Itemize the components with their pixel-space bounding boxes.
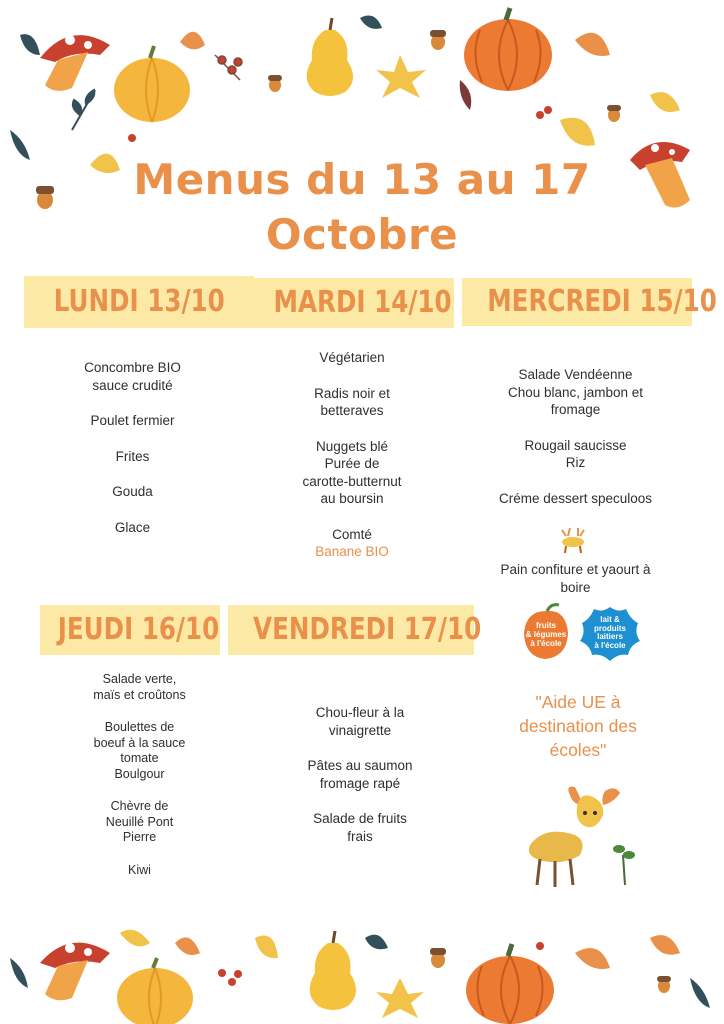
menu-item: Salade Vendéenne Chou blanc, jambon et fromage	[507, 367, 644, 417]
pear-icon	[307, 18, 353, 96]
leaf-icon	[365, 935, 388, 950]
menu-lundi	[50, 359, 215, 554]
leaf-icon	[460, 80, 472, 110]
leaf-icon	[20, 34, 40, 55]
mushroom-icon	[40, 35, 110, 91]
acorn-icon	[657, 976, 671, 993]
leaf-icon	[560, 118, 595, 146]
leaf-icon	[650, 935, 680, 955]
leaf-icon	[10, 958, 28, 988]
menu-item: Poulet fermier	[90, 413, 175, 428]
maple-leaf-icon	[376, 55, 426, 98]
pear-icon	[310, 931, 356, 1010]
day-header-lundi: LUNDI 13/10	[24, 276, 254, 328]
menu-item: Végétarien	[319, 350, 385, 365]
leaf-icon	[575, 33, 610, 56]
menu-item: Rougail saucisse Riz	[524, 437, 627, 470]
leaf-icon	[690, 978, 710, 1008]
logo-fruits-legumes: fruits & légumes à l'école	[521, 603, 571, 661]
leaf-icon	[255, 936, 278, 959]
menu-item: Pâtes au saumon fromage rapé	[307, 758, 413, 791]
day-header-vendredi: VENDREDI 17/10	[228, 605, 474, 655]
menu-item: Nuggets blé Purée de carotte-butternut au boursin	[302, 438, 402, 506]
menu-item: Concombre BIO sauce crudité	[84, 360, 181, 393]
autumn-decoration-bottom	[0, 918, 724, 1024]
menu-vendredi	[280, 704, 440, 863]
pumpkin-icon	[464, 8, 552, 91]
page-title-month: Octobre	[265, 210, 459, 259]
menu-item: Salade verte, maïs et croûtons	[93, 672, 186, 702]
leaf-icon	[175, 937, 200, 955]
menu-item: Frites	[115, 448, 150, 464]
day-header-jeudi: JEUDI 16/10	[40, 605, 220, 655]
leaf-icon	[120, 930, 150, 947]
berries-icon	[215, 55, 242, 80]
acorn-icon	[430, 30, 446, 50]
pumpkin-icon	[466, 944, 554, 1024]
menu-item: Radis noir et betteraves	[314, 385, 390, 418]
menu-item: Kiwi	[128, 862, 151, 877]
leaf-icon	[575, 948, 610, 969]
day-header-mercredi: MERCREDI 15/10	[462, 278, 692, 326]
pumpkin-icon	[114, 46, 190, 122]
menu-item: Comté	[332, 526, 372, 542]
day-header-mardi: MARDI 14/10	[254, 278, 454, 328]
leaf-icon	[180, 32, 205, 50]
berries-icon	[218, 942, 544, 986]
menu-item: Chèvre de Neuillé Pont Pierre	[105, 799, 174, 844]
menu-item-banane-bio: Banane BIO	[315, 544, 389, 559]
pumpkin-icon	[117, 958, 193, 1024]
leaf-icon	[650, 92, 680, 112]
branch-icon	[72, 90, 95, 130]
deer-icon	[556, 524, 590, 554]
maple-leaf-icon	[376, 978, 424, 1018]
acorn-icon	[430, 948, 446, 968]
menu-item: Gouda	[112, 484, 153, 499]
menu-item: Chou-fleur à la vinaigrette	[315, 705, 405, 738]
berries-icon	[128, 106, 552, 142]
logo-lait-produits-laitiers: lait & produits laitiers à l'école	[578, 603, 642, 663]
menu-item: Glace	[114, 519, 151, 535]
menu-item: Créme dessert speculoos	[498, 490, 653, 506]
page-title: Menus du 13 au 17	[133, 155, 591, 204]
menu-jeudi	[62, 672, 217, 896]
moose-icon	[525, 785, 645, 890]
leaf-icon	[360, 16, 382, 29]
menu-mercredi	[478, 366, 673, 525]
gouter-mercredi: Pain confiture et yaourt à boire	[500, 562, 651, 595]
aide-ue-text: "Aide UE à destination des écoles"	[519, 692, 637, 760]
menu-item: Salade de fruits frais	[313, 811, 407, 844]
mushroom-icon	[40, 943, 110, 1001]
menu-mardi	[272, 349, 432, 561]
acorn-icon	[607, 105, 621, 122]
acorn-icon	[268, 75, 282, 92]
menu-item: Boulettes de boeuf à la sauce tomate Boulgour	[93, 720, 186, 781]
